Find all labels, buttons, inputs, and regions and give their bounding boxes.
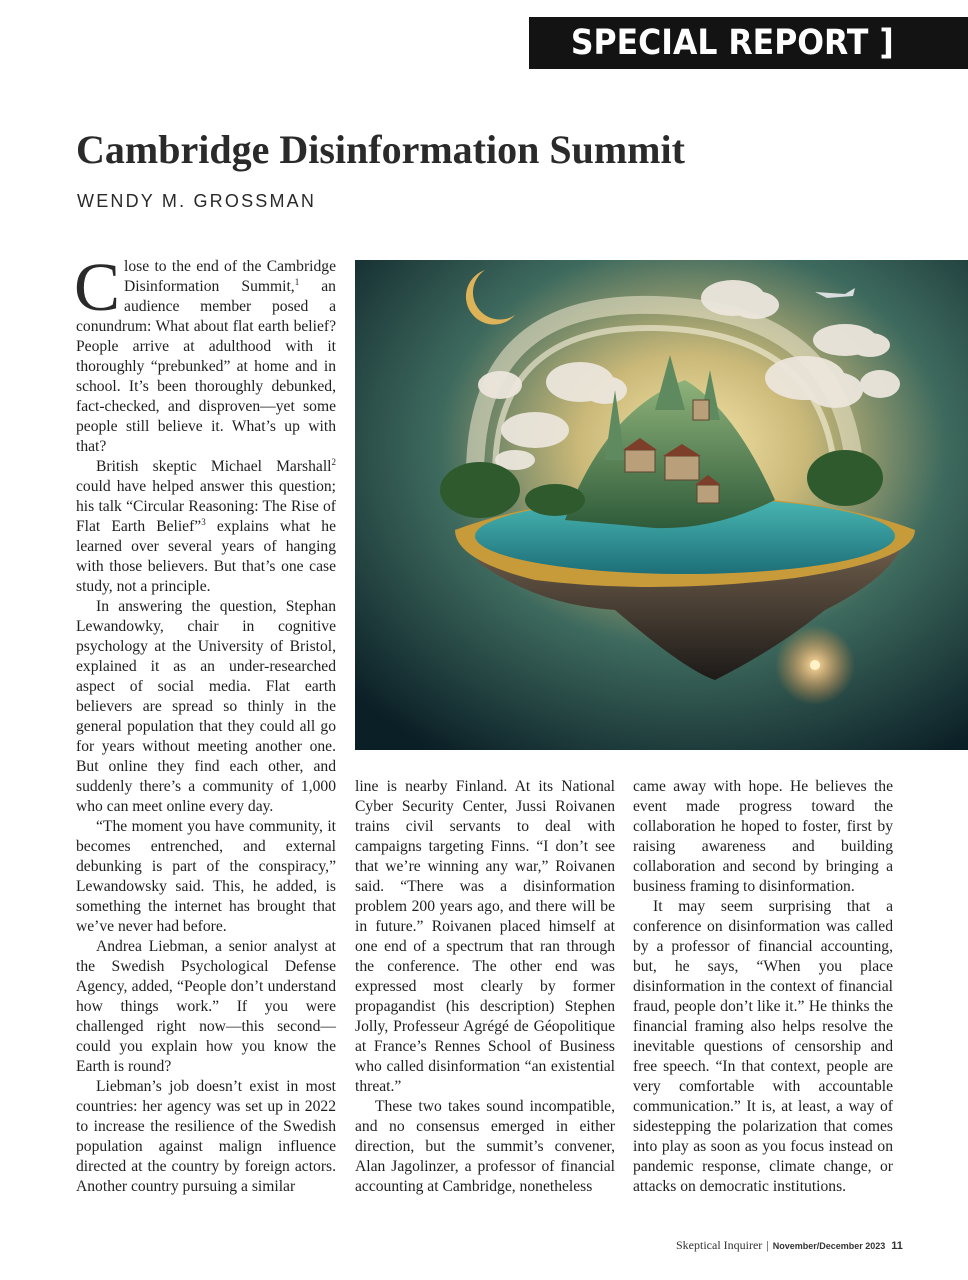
paragraph: Andrea Liebman, a senior analyst at the Swedish Psychological Defense Agency, added, “People don’t understand how things work.” If you were challenged right now—this second—could you explain how you know the Earth is round? [76, 938, 336, 1075]
drop-cap: C [74, 249, 121, 325]
paragraph: line is nearby Finland. At its National Cyber Security Center, Jussi Roivanen trains civil servants to deal with campaigns targeting Finns. “I don’t see that we’re winning any war,” Roivanen said. “There was a disinformation problem 200 years ago, and there will be in future.” Roivanen placed himself at one end of a spectrum that ran through the conference. The other end was expressed most clearly by former propagandist (his description) Stephen Jolly, Professeur Agrégé de Géopolitique at France’s Rennes School of Business who called disinformation “an existential threat.” [355, 778, 615, 1095]
text-column-2 [355, 777, 615, 1197]
paragraph-text: British skeptic Michael Marshall [96, 458, 332, 475]
banner-label: SPECIAL REPORT ] [571, 23, 894, 63]
special-report-banner [529, 17, 968, 69]
page-number: 11 [891, 1240, 903, 1252]
paragraph [74, 249, 336, 457]
paragraph-text: could have helped answer this question; his talk “Circular Reasoning: The Rise of Flat Earth Belief” [76, 478, 336, 535]
article-title: Cambridge Disinformation Summit [76, 127, 685, 172]
footnote-marker: 2 [331, 456, 336, 467]
floating-island-illustration [355, 260, 968, 750]
text-column-1 [74, 249, 336, 1197]
footnote-marker: 1 [294, 276, 300, 287]
issue-date: November/December 2023 [772, 1241, 886, 1251]
page-footer [676, 1238, 903, 1253]
illustration-svg [355, 260, 968, 750]
paragraph: In answering the question, Stephan Lewandowky, chair in cognitive psychology at the University of Bristol, explained it as an under-researched aspect of social media. Flat earth believers are spread so thinly in the general population that they could all go for years without meeting another one. But online they find each other, and suddenly there’s a community of 1,000 who can meet online every day. [76, 598, 336, 815]
text-column-3 [633, 777, 893, 1197]
paragraph: These two takes sound incompatible, and no consensus emerged in either direction, but the summit’s convener, Alan Jagolinzer, a professor of financial accounting at Cambridge, nonetheless [355, 1098, 615, 1195]
footer-separator: | [766, 1238, 769, 1252]
paragraph: came away with hope. He believes the event made progress toward the collaboration he hoped to foster, first by raising awareness and building collaboration and second by bringing a business framing to disinformation. [633, 778, 893, 895]
paragraph: Liebman’s job doesn’t exist in most countries: her agency was set up in 2022 to increase the resilience of the Swedish population against malign influence directed at the country by foreign actors. Another country pursuing a similar [76, 1078, 336, 1195]
author-byline: WENDY M. GROSSMAN [77, 191, 317, 211]
paragraph [76, 457, 336, 597]
paragraph-text: explains what he learned over several years of hanging with those believers. But that’s one case study, not a principle. [76, 518, 336, 595]
paragraph: It may seem surprising that a conference on disinformation was called by a professor of financial accounting, but, he says, “When you place disinformation in the context of financial fraud, people don’t like it.” He thinks the financial framing also helps resolve the inevitable questions of censorship and free speech. “In that context, people are very comfortable with accountable communication.” It is, at least, a way of sidestepping the polarization that comes into play as soon as you focus instead on pandemic response, climate change, or attacks on democratic institutions. [633, 898, 893, 1195]
paragraph: “The moment you have community, it becomes entrenched, and external debunking is part of the conspiracy,” Lewandowsky said. This, he added, is something the internet has brought that we’ve never had before. [76, 818, 336, 935]
paragraph-text: lose to the end of the Cambridge Disinformation Summit, [124, 258, 336, 295]
paragraph-text: an audience member posed a conundrum: What about flat earth belief? People arrive at adulthood with it thoroughly “prebunked” at home and in school. It’s been thoroughly debunked, fact-checked, and disproven—yet some people still believe it. What’s up with that? [76, 278, 336, 455]
magazine-name: Skeptical Inquirer [676, 1238, 763, 1252]
footnote-marker: 3 [201, 516, 206, 527]
